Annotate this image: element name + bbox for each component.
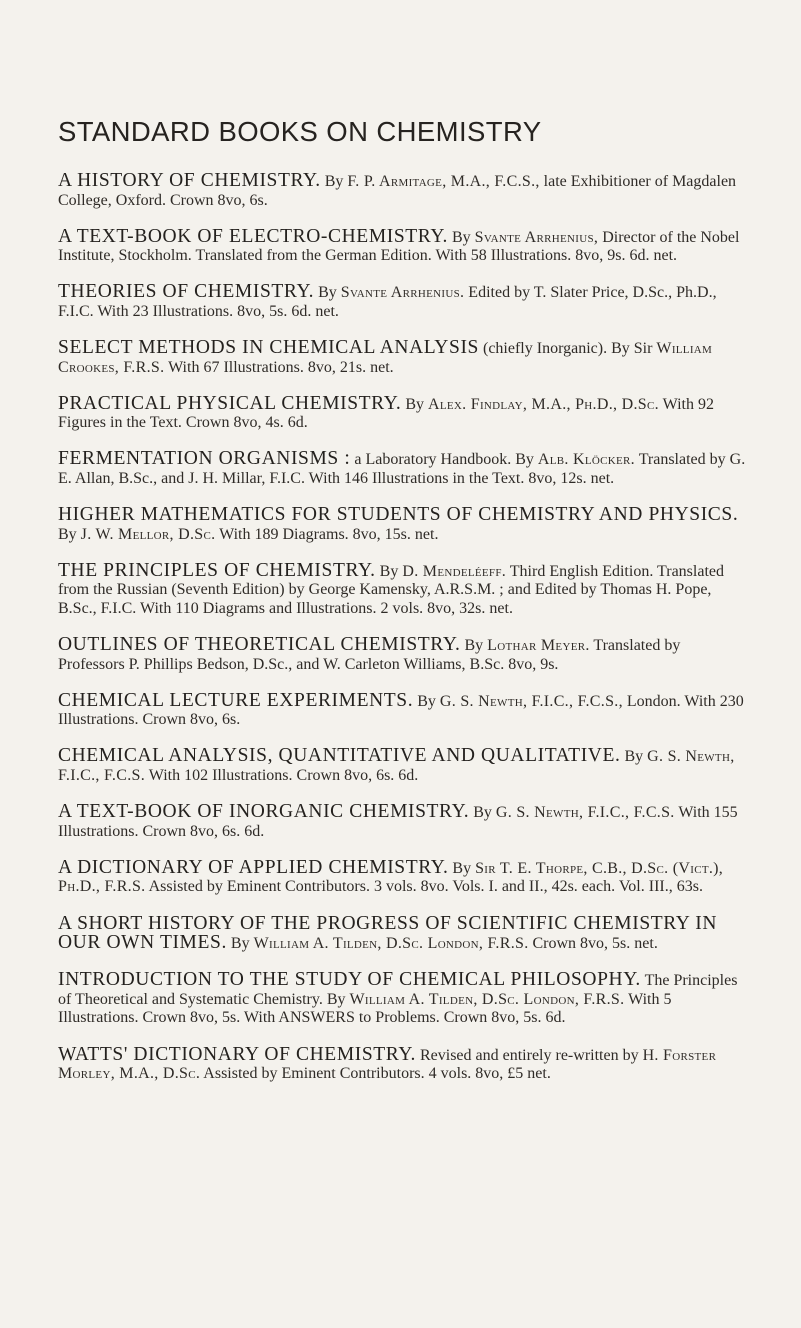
book-byline: By	[379, 562, 399, 580]
book-byline: By	[451, 228, 471, 246]
book-title: THEORIES OF CHEMISTRY.	[58, 281, 315, 303]
book-details: With 5 Illustrations. Crown 8vo, 5s. With ANSWERS to Problems. Crown 8vo, 5s. 6d.	[58, 990, 672, 1027]
book-details: Assisted by Eminent Contributors. 3 vols. 8vo. Vols. I. and II., 42s. each. Vol. III., 63s.	[148, 878, 703, 896]
book-title: INTRODUCTION TO THE STUDY OF CHEMICAL PHILOSOPHY.	[58, 969, 641, 991]
book-title: WATTS' DICTIONARY OF CHEMISTRY.	[58, 1043, 416, 1065]
book-author: William Crookes, F.R.S.	[58, 340, 713, 376]
book-author: Alb. Klöcker.	[537, 451, 635, 469]
book-byline: By	[230, 935, 250, 953]
book-byline: By	[624, 748, 644, 766]
book-author: Svante Arrhenius.	[340, 284, 465, 302]
book-details: With 102 Illustrations. Crown 8vo, 6s. 6d.	[148, 767, 419, 785]
book-byline: By	[417, 692, 436, 710]
book-entry	[58, 392, 750, 433]
book-author: G. S. Newth, F.I.C., F.C.S.	[495, 804, 675, 822]
book-details: Crown 8vo, 5s. net.	[532, 935, 658, 953]
book-author: G. S. Newth, F.I.C., F.C.S.	[58, 748, 735, 785]
book-entry	[58, 450, 750, 488]
book-details: With 67 Illustrations. 8vo, 21s. net.	[168, 358, 394, 376]
book-details: With 155 Illustrations. Crown 8vo, 6s. 6d.	[58, 804, 738, 840]
book-author: J. W. Mellor, D.Sc.	[80, 525, 216, 543]
book-entry	[58, 856, 750, 897]
book-byline: (chiefly Inorganic). By Sir	[482, 340, 653, 358]
book-entry	[58, 689, 750, 730]
book-title: A SHORT HISTORY OF THE PROGRESS OF SCIENTIFIC CHEMISTRY IN OUR OWN TIMES.	[58, 912, 718, 954]
book-byline: By	[318, 284, 337, 302]
book-title: HIGHER MATHEMATICS FOR STUDENTS OF CHEMISTRY AND PHYSICS.	[58, 504, 739, 526]
book-author: Alex. Findlay, M.A., Ph.D., D.Sc.	[428, 395, 659, 413]
book-list	[58, 172, 750, 1101]
book-author: F. P. Armitage, M.A., F.C.S.,	[347, 173, 540, 190]
book-details: Translated by Professors P. Phillips Bedson, D.Sc., and W. Carleton Williams, B.Sc. 8vo, 9s.	[58, 637, 681, 673]
book-author: Lothar Meyer.	[487, 637, 590, 655]
book-entry	[58, 912, 750, 954]
book-author: H. Forster Morley, M.A., D.Sc.	[58, 1046, 717, 1083]
book-details: London. With 230 Illustrations. Crown 8vo, 6s.	[58, 692, 744, 729]
book-details: With 189 Diagrams. 8vo, 15s. net.	[219, 525, 439, 543]
book-entry	[58, 636, 750, 674]
book-entry	[58, 559, 750, 619]
book-title: THE PRINCIPLES OF CHEMISTRY.	[58, 559, 376, 581]
book-title: A HISTORY OF CHEMISTRY.	[58, 170, 321, 191]
book-details: Director of the Nobel Institute, Stockholm. Translated from the German Edition. With 58 Illustrations. 8vo, 9s. 6d. net.	[58, 228, 740, 265]
book-entry	[58, 283, 750, 321]
book-title: A TEXT-BOOK OF INORGANIC CHEMISTRY.	[58, 801, 470, 823]
book-title: CHEMICAL ANALYSIS, QUANTITATIVE AND QUALITATIVE.	[58, 745, 621, 767]
book-entry	[58, 1043, 750, 1084]
book-author: D. Mendeléeff.	[402, 562, 507, 580]
book-entry	[58, 172, 750, 210]
book-byline: By	[324, 173, 344, 190]
book-details: late Exhibitioner of Magdalen College, Oxford. Crown 8vo, 6s.	[58, 173, 737, 209]
book-author: Svante Arrhenius,	[474, 228, 599, 246]
book-author: William A. Tilden, D.Sc. London, F.R.S.	[349, 990, 625, 1008]
book-entry	[58, 339, 750, 377]
book-byline: By	[405, 395, 425, 413]
book-author: William A. Tilden, D.Sc. London, F.R.S.	[253, 935, 529, 953]
book-title: OUTLINES OF THEORETICAL CHEMISTRY.	[58, 634, 461, 656]
book-byline: By	[58, 525, 77, 543]
book-byline: The Principles of Theoretical and Systematic Chemistry. By	[58, 972, 738, 1008]
book-details: With 92 Figures in the Text. Crown 8vo, 4s. 6d.	[58, 395, 714, 432]
book-byline: Revised and entirely re-written by	[419, 1046, 639, 1064]
book-title: PRACTICAL PHYSICAL CHEMISTRY.	[58, 392, 402, 414]
book-entry	[58, 225, 750, 266]
book-entry	[58, 803, 750, 841]
book-entry	[58, 971, 750, 1028]
page-title: STANDARD BOOKS ON CHEMISTRY	[58, 116, 542, 147]
book-author: G. S. Newth, F.I.C., F.C.S.,	[439, 692, 623, 710]
book-details: Edited by T. Slater Price, D.Sc., Ph.D., F.I.C. With 23 Illustrations. 8vo, 5s. 6d. net.	[58, 284, 717, 320]
book-byline: By	[473, 804, 492, 822]
book-title: A DICTIONARY OF APPLIED CHEMISTRY.	[58, 856, 449, 878]
book-author: Sir T. E. Thorpe, C.B., D.Sc. (Vict.), Ph.D., F.R.S.	[58, 859, 724, 896]
book-title: CHEMICAL LECTURE EXPERIMENTS.	[58, 689, 414, 711]
book-details: Translated by G. E. Allan, B.Sc., and J. H. Millar, F.I.C. With 146 Illustrations in the Text. 8vo, 12s. net.	[58, 451, 746, 488]
book-byline: a Laboratory Handbook. By	[354, 451, 534, 469]
book-title: A TEXT-BOOK OF ELECTRO-CHEMISTRY.	[58, 225, 448, 247]
book-details: Assisted by Eminent Contributors. 4 vols. 8vo, £5 net.	[203, 1065, 551, 1083]
book-entry	[58, 506, 750, 544]
book-title: FERMENTATION ORGANISMS :	[58, 448, 351, 470]
book-entry	[58, 747, 750, 785]
book-byline: By	[464, 637, 484, 655]
book-title: SELECT METHODS IN CHEMICAL ANALYSIS	[58, 337, 479, 359]
book-details: Third English Edition. Translated from the Russian (Seventh Edition) by George Kamensky, A.R.S.M. ; and Edited by Thomas H. Pope, B.Sc., F.I.C. With 110 Diagrams and Illustrations. 2 vols. 8vo, 32s. net.	[58, 562, 724, 617]
book-byline: By	[452, 859, 472, 877]
